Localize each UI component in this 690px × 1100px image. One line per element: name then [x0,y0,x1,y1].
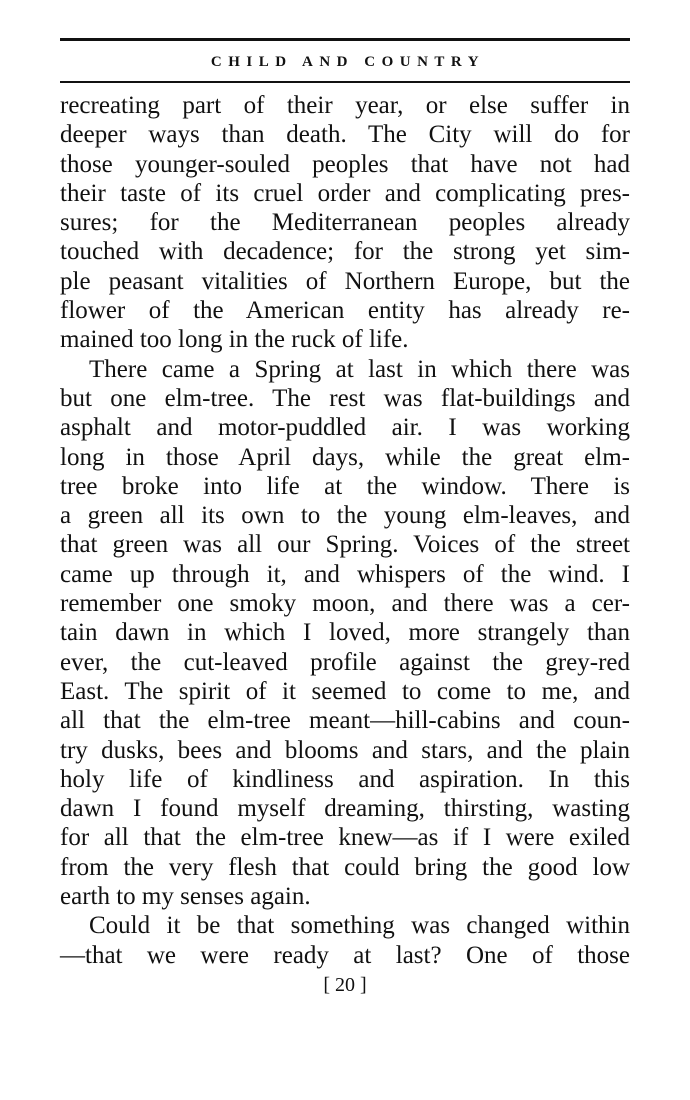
header-rule-bottom [60,81,630,83]
page-number: [ 20 ] [323,973,367,996]
text-line: holy life of kindliness and aspiration. In this [60,765,630,793]
text-line: ever, the cut-leaved profile against the grey-red [60,648,630,676]
text-line: came up through it, and whispers of the wind. I [60,560,630,588]
text-line: try dusks, bees and blooms and stars, and the plain [60,736,630,764]
header-rule-top [60,38,630,41]
text-line: East. The spirit of it seemed to come to me, and [60,677,630,705]
body-text [60,91,630,970]
text-line: ple peasant vitalities of Northern Europe, but the [60,267,630,295]
text-line: asphalt and motor-puddled air. I was working [60,414,630,442]
text-line: their taste of its cruel order and complicating pres- [60,179,630,207]
text-line: Could it be that something was changed within [89,912,630,940]
text-line: those younger-souled peoples that have not had [60,150,630,178]
text-line: —that we were ready at last? One of those [60,941,630,969]
text-line: mained too long in the ruck of life. [60,326,409,354]
text-line: flower of the American entity has already re- [60,297,630,325]
text-line: but one elm-tree. The rest was flat-buildings and [60,384,630,412]
text-line: tree broke into life at the window. There is [60,472,630,500]
text-line: a green all its own to the young elm-leaves, and [60,502,630,530]
paragraph [60,91,630,355]
paragraph [60,355,630,912]
running-head: CHILD AND COUNTRY [210,54,486,70]
text-line: sures; for the Mediterranean peoples already [60,209,630,237]
text-line: from the very flesh that could bring the good low [60,853,630,881]
book-page [60,38,630,998]
text-line: deeper ways than death. The City will do for [60,121,630,149]
paragraph [60,911,630,970]
text-line: earth to my senses again. [60,883,311,911]
text-line: long in those April days, while the great elm- [60,443,630,471]
text-line: that green was all our Spring. Voices of the street [60,531,630,559]
text-line: touched with decadence; for the strong yet sim- [60,238,630,266]
text-line: tain dawn in which I loved, more strangely than [60,619,630,647]
text-line: recreating part of their year, or else suffer in [60,92,630,119]
text-line: dawn I found myself dreaming, thirsting, wasting [60,795,630,823]
text-line: all that the elm-tree meant—hill-cabins and coun- [60,707,630,735]
text-line: There came a Spring at last in which there was [89,355,630,383]
text-line: remember one smoky moon, and there was a cer- [60,590,630,618]
text-line: for all that the elm-tree knew—as if I were exiled [60,824,630,852]
